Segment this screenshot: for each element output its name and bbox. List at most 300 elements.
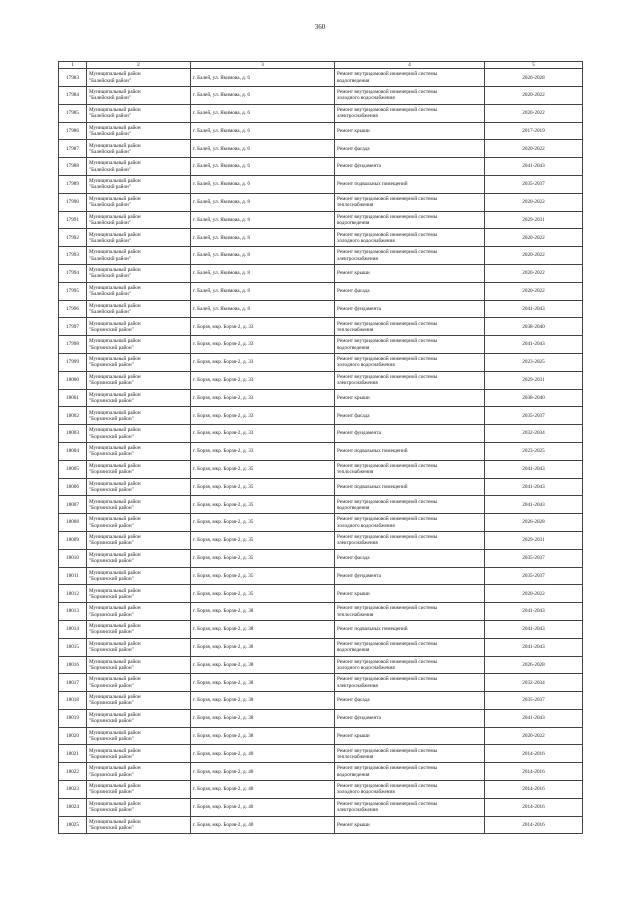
address-cell: г. Борзя, мкр. Борзя-2, д. 40 xyxy=(191,745,335,763)
planned-period: 2014-2016 xyxy=(485,798,583,816)
municipality-cell xyxy=(87,336,191,354)
municipality-cell xyxy=(87,514,191,532)
work-type-cell xyxy=(335,104,485,122)
municipality-name: "Борзинский район" xyxy=(89,380,134,387)
record-number: 18013 xyxy=(59,603,87,621)
municipality-name: "Борзинский район" xyxy=(89,415,134,422)
work-type-cell xyxy=(335,549,485,567)
work-type-cell xyxy=(335,175,485,193)
municipality-type: Муниципальный район xyxy=(89,195,141,202)
record-number: 18002 xyxy=(59,407,87,425)
municipality-name: "Балейский район" xyxy=(89,237,131,244)
table-row xyxy=(59,371,583,389)
planned-period: 2020-2022 xyxy=(485,282,583,300)
record-number: 18005 xyxy=(59,460,87,478)
record-number: 17992 xyxy=(59,229,87,247)
municipality-type: Муниципальный район xyxy=(89,640,141,647)
municipality-name: "Борзинский район" xyxy=(89,486,134,493)
column-header-2: 2 xyxy=(87,62,191,69)
municipality-cell xyxy=(87,674,191,692)
address-cell: г. Борзя, мкр. Борзя-2, д. 35 xyxy=(191,496,335,514)
work-type-detail: водоотведения xyxy=(337,647,370,654)
address-cell: г. Балей, ул. Якимова, д. 6 xyxy=(191,104,335,122)
work-type-detail: электроснабжения xyxy=(337,113,378,120)
municipality-type: Муниципальный район xyxy=(89,551,141,558)
work-type-cell xyxy=(335,816,485,834)
municipality-name: "Борзинский район" xyxy=(89,825,134,832)
table-row xyxy=(59,603,583,621)
record-number: 17991 xyxy=(59,211,87,229)
municipality-type: Муниципальный район xyxy=(89,124,141,131)
municipality-cell xyxy=(87,87,191,105)
work-type: Ремонт внутридомовой инженерной системы xyxy=(337,71,438,78)
municipality-name: "Балейский район" xyxy=(89,77,131,84)
address-cell: г. Балей, ул. Якимова, д. 8 xyxy=(191,282,335,300)
municipality-name: "Борзинский район" xyxy=(89,611,134,618)
table-row xyxy=(59,514,583,532)
planned-period: 2020-2022 xyxy=(485,247,583,265)
work-type-cell xyxy=(335,745,485,763)
planned-period: 2020-2022 xyxy=(485,229,583,247)
work-type-cell xyxy=(335,781,485,799)
work-type: Ремонт фундамента xyxy=(337,430,381,437)
column-header-3: 3 xyxy=(191,62,335,69)
work-type: Ремонт крыши xyxy=(337,732,370,739)
planned-period: 2041-2043 xyxy=(485,336,583,354)
work-type: Ремонт крыши xyxy=(337,127,370,134)
address-cell: г. Балей, ул. Якимова, д. 8 xyxy=(191,247,335,265)
work-type-cell xyxy=(335,567,485,585)
work-type: Ремонт внутридомовой инженерной системы xyxy=(337,356,438,363)
address-cell: г. Борзя, мкр. Борзя-2, д. 35 xyxy=(191,549,335,567)
municipality-type: Муниципальный район xyxy=(89,213,141,220)
planned-period: 2038-2040 xyxy=(485,318,583,336)
work-type-detail: электроснабжения xyxy=(337,807,378,814)
work-type-detail: теплоснабжения xyxy=(337,753,374,760)
work-type-cell xyxy=(335,229,485,247)
address-cell: г. Борзя, мкр. Борзя-2, д. 38 xyxy=(191,709,335,727)
municipality-cell xyxy=(87,425,191,443)
table-row xyxy=(59,531,583,549)
municipality-name: "Борзинский район" xyxy=(89,326,134,333)
municipality-cell xyxy=(87,264,191,282)
municipality-name: "Балейский район" xyxy=(89,130,131,137)
address-cell: г. Борзя, мкр. Борзя-2, д. 38 xyxy=(191,692,335,710)
work-type: Ремонт фундамента xyxy=(337,715,381,722)
municipality-type: Муниципальный район xyxy=(89,249,141,256)
work-type-cell xyxy=(335,727,485,745)
planned-period: 2023-2025 xyxy=(485,353,583,371)
table-row xyxy=(59,122,583,140)
planned-period: 2014-2016 xyxy=(485,816,583,834)
municipality-cell xyxy=(87,318,191,336)
municipality-type: Муниципальный район xyxy=(89,516,141,523)
work-type-cell xyxy=(335,656,485,674)
municipality-cell xyxy=(87,531,191,549)
table-row xyxy=(59,211,583,229)
work-type: Ремонт внутридомовой инженерной системы xyxy=(337,676,438,683)
planned-period: 2017-2019 xyxy=(485,122,583,140)
municipality-type: Муниципальный район xyxy=(89,373,141,380)
work-type: Ремонт подвальных помещений xyxy=(337,448,408,455)
municipality-type: Муниципальный район xyxy=(89,765,141,772)
municipality-cell xyxy=(87,567,191,585)
municipality-cell xyxy=(87,585,191,603)
address-cell: г. Борзя, мкр. Борзя-2, д. 33 xyxy=(191,371,335,389)
record-number: 18021 xyxy=(59,745,87,763)
work-type: Ремонт внутридомовой инженерной системы xyxy=(337,338,438,345)
municipality-name: "Балейский район" xyxy=(89,166,131,173)
municipality-name: "Борзинский район" xyxy=(89,789,134,796)
table-row xyxy=(59,336,583,354)
municipality-cell xyxy=(87,175,191,193)
table-row xyxy=(59,175,583,193)
table-row xyxy=(59,318,583,336)
planned-period: 2041-2043 xyxy=(485,460,583,478)
municipality-cell xyxy=(87,211,191,229)
address-cell: г. Балей, ул. Якимова, д. 8 xyxy=(191,193,335,211)
planned-period: 2032-2034 xyxy=(485,425,583,443)
address-cell: г. Борзя, мкр. Борзя-2, д. 35 xyxy=(191,460,335,478)
table-row xyxy=(59,567,583,585)
municipality-name: "Борзинский район" xyxy=(89,664,134,671)
municipality-type: Муниципальный район xyxy=(89,480,141,487)
municipality-name: "Борзинский район" xyxy=(89,593,134,600)
address-cell: г. Балей, ул. Якимова, д. 6 xyxy=(191,87,335,105)
address-cell: г. Балей, ул. Якимова, д. 8 xyxy=(191,229,335,247)
table-row xyxy=(59,781,583,799)
work-type-cell xyxy=(335,798,485,816)
work-type-cell xyxy=(335,442,485,460)
municipality-name: "Балейский район" xyxy=(89,255,131,262)
work-type-cell xyxy=(335,318,485,336)
municipality-type: Муниципальный район xyxy=(89,818,141,825)
planned-period: 2029-2031 xyxy=(485,531,583,549)
address-cell: г. Борзя, мкр. Борзя-2, д. 33 xyxy=(191,336,335,354)
work-type-cell xyxy=(335,585,485,603)
planned-period: 2020-2022 xyxy=(485,193,583,211)
municipality-type: Муниципальный район xyxy=(89,231,141,238)
municipality-name: "Балейский район" xyxy=(89,184,131,191)
column-header-4: 4 xyxy=(335,62,485,69)
table-row xyxy=(59,69,583,87)
municipality-cell xyxy=(87,140,191,158)
work-type: Ремонт внутридомовой инженерной системы xyxy=(337,747,438,754)
planned-period: 2029-2031 xyxy=(485,371,583,389)
municipality-cell xyxy=(87,781,191,799)
municipality-cell xyxy=(87,371,191,389)
work-type-detail: водоотведения xyxy=(337,77,370,84)
work-type-detail: водоотведения xyxy=(337,344,370,351)
planned-period: 2020-2022 xyxy=(485,140,583,158)
municipality-type: Муниципальный район xyxy=(89,89,141,96)
planned-period: 2020-2022 xyxy=(485,727,583,745)
municipality-type: Муниципальный район xyxy=(89,747,141,754)
work-type: Ремонт внутридомовой инженерной системы xyxy=(337,195,438,202)
work-type: Ремонт внутридомовой инженерной системы xyxy=(337,516,438,523)
municipality-cell xyxy=(87,620,191,638)
table-row xyxy=(59,709,583,727)
municipality-cell xyxy=(87,229,191,247)
record-number: 18006 xyxy=(59,478,87,496)
work-type-cell xyxy=(335,336,485,354)
municipality-name: "Борзинский район" xyxy=(89,718,134,725)
municipality-type: Муниципальный район xyxy=(89,623,141,630)
municipality-cell xyxy=(87,727,191,745)
address-cell: г. Борзя, мкр. Борзя-2, д. 33 xyxy=(191,407,335,425)
municipality-name: "Балейский район" xyxy=(89,202,131,209)
work-type-cell xyxy=(335,371,485,389)
work-type: Ремонт фундамента xyxy=(337,572,381,579)
municipality-name: "Борзинский район" xyxy=(89,397,134,404)
address-cell: г. Борзя, мкр. Борзя-2, д. 40 xyxy=(191,763,335,781)
work-type-detail: электроснабжения xyxy=(337,682,378,689)
work-type: Ремонт подвальных помещений xyxy=(337,483,408,490)
table-row xyxy=(59,247,583,265)
record-number: 18003 xyxy=(59,425,87,443)
work-type-detail: холодного водоснабжения xyxy=(337,95,395,102)
work-type-detail: холодного водоснабжения xyxy=(337,789,395,796)
municipality-name: "Борзинский район" xyxy=(89,753,134,760)
planned-period: 2038-2040 xyxy=(485,389,583,407)
municipality-type: Муниципальный район xyxy=(89,783,141,790)
work-type-cell xyxy=(335,638,485,656)
record-number: 18019 xyxy=(59,709,87,727)
table-row xyxy=(59,442,583,460)
municipality-type: Муниципальный район xyxy=(89,445,141,452)
address-cell: г. Борзя, мкр. Борзя-2, д. 38 xyxy=(191,674,335,692)
planned-period: 2035-2037 xyxy=(485,549,583,567)
record-number: 17984 xyxy=(59,87,87,105)
work-type: Ремонт фасада xyxy=(337,145,370,152)
work-type: Ремонт внутридомовой инженерной системы xyxy=(337,534,438,541)
municipality-type: Муниципальный район xyxy=(89,320,141,327)
municipality-name: "Борзинский район" xyxy=(89,433,134,440)
municipality-type: Муниципальный район xyxy=(89,605,141,612)
municipality-type: Муниципальный район xyxy=(89,729,141,736)
municipality-type: Муниципальный район xyxy=(89,302,141,309)
municipality-type: Муниципальный район xyxy=(89,427,141,434)
work-type-cell xyxy=(335,264,485,282)
municipality-cell xyxy=(87,638,191,656)
table-row xyxy=(59,478,583,496)
municipality-cell xyxy=(87,478,191,496)
address-cell: г. Борзя, мкр. Борзя-2, д. 38 xyxy=(191,603,335,621)
table-row xyxy=(59,87,583,105)
address-cell: г. Балей, ул. Якимова, д. 6 xyxy=(191,69,335,87)
municipality-cell xyxy=(87,104,191,122)
municipality-name: "Балейский район" xyxy=(89,113,131,120)
column-header-1: 1 xyxy=(59,62,87,69)
planned-period: 2026-2028 xyxy=(485,656,583,674)
address-cell: г. Борзя, мкр. Борзя-2, д. 40 xyxy=(191,816,335,834)
table-row xyxy=(59,727,583,745)
planned-period: 2035-2037 xyxy=(485,175,583,193)
record-number: 17986 xyxy=(59,122,87,140)
planned-period: 2041-2043 xyxy=(485,300,583,318)
work-type-detail: теплоснабжения xyxy=(337,326,374,333)
work-type-detail: холодного водоснабжения xyxy=(337,362,395,369)
work-type-cell xyxy=(335,247,485,265)
municipality-type: Муниципальный район xyxy=(89,712,141,719)
work-type: Ремонт внутридомовой инженерной системы xyxy=(337,801,438,808)
table-row xyxy=(59,389,583,407)
municipality-cell xyxy=(87,709,191,727)
work-type: Ремонт крыши xyxy=(337,270,370,277)
address-cell: г. Балей, ул. Якимова, д. 8 xyxy=(191,264,335,282)
municipality-type: Муниципальный район xyxy=(89,676,141,683)
address-cell: г. Борзя, мкр. Борзя-2, д. 33 xyxy=(191,353,335,371)
work-type: Ремонт внутридомовой инженерной системы xyxy=(337,373,438,380)
municipality-type: Муниципальный район xyxy=(89,498,141,505)
work-type-cell xyxy=(335,407,485,425)
municipality-cell xyxy=(87,816,191,834)
municipality-type: Муниципальный район xyxy=(89,178,141,185)
record-number: 18023 xyxy=(59,781,87,799)
record-number: 17993 xyxy=(59,247,87,265)
municipality-name: "Борзинский район" xyxy=(89,771,134,778)
municipality-type: Муниципальный район xyxy=(89,338,141,345)
work-type: Ремонт внутридомовой инженерной системы xyxy=(337,106,438,113)
table-row xyxy=(59,585,583,603)
record-number: 18010 xyxy=(59,549,87,567)
work-type-detail: теплоснабжения xyxy=(337,611,374,618)
work-type: Ремонт внутридомовой инженерной системы xyxy=(337,765,438,772)
work-type: Ремонт внутридомовой инженерной системы xyxy=(337,320,438,327)
work-type: Ремонт подвальных помещений xyxy=(337,181,408,188)
municipality-cell xyxy=(87,407,191,425)
table-row xyxy=(59,282,583,300)
record-number: 17994 xyxy=(59,264,87,282)
record-number: 17985 xyxy=(59,104,87,122)
municipality-name: "Борзинский район" xyxy=(89,451,134,458)
column-header-5: 5 xyxy=(485,62,583,69)
municipality-type: Муниципальный район xyxy=(89,409,141,416)
record-number: 18014 xyxy=(59,620,87,638)
municipality-cell xyxy=(87,763,191,781)
work-type: Ремонт внутридомовой инженерной системы xyxy=(337,640,438,647)
work-type-cell xyxy=(335,763,485,781)
municipality-cell xyxy=(87,745,191,763)
planned-period: 2020-2022 xyxy=(485,104,583,122)
work-type-detail: электроснабжения xyxy=(337,540,378,547)
municipality-type: Муниципальный район xyxy=(89,534,141,541)
planned-period: 2032-2034 xyxy=(485,674,583,692)
municipality-name: "Борзинский район" xyxy=(89,344,134,351)
planned-period: 2041-2043 xyxy=(485,620,583,638)
table-row xyxy=(59,158,583,176)
municipality-cell xyxy=(87,247,191,265)
work-type-cell xyxy=(335,69,485,87)
table-row xyxy=(59,460,583,478)
planned-period: 2041-2043 xyxy=(485,478,583,496)
municipality-type: Муниципальный район xyxy=(89,569,141,576)
record-number: 18020 xyxy=(59,727,87,745)
planned-period: 2014-2016 xyxy=(485,781,583,799)
work-type-detail: теплоснабжения xyxy=(337,469,374,476)
table-row xyxy=(59,300,583,318)
table-row xyxy=(59,425,583,443)
record-number: 18015 xyxy=(59,638,87,656)
work-type-cell xyxy=(335,425,485,443)
record-number: 18001 xyxy=(59,389,87,407)
municipality-cell xyxy=(87,353,191,371)
municipality-cell xyxy=(87,496,191,514)
work-type-cell xyxy=(335,282,485,300)
work-type: Ремонт крыши xyxy=(337,394,370,401)
planned-period: 2041-2043 xyxy=(485,709,583,727)
record-number: 18009 xyxy=(59,531,87,549)
work-type: Ремонт внутридомовой инженерной системы xyxy=(337,231,438,238)
table-row xyxy=(59,496,583,514)
record-number: 17998 xyxy=(59,336,87,354)
work-type-cell xyxy=(335,193,485,211)
address-cell: г. Борзя, мкр. Борзя-2, д. 33 xyxy=(191,425,335,443)
municipality-name: "Борзинский район" xyxy=(89,540,134,547)
work-type: Ремонт крыши xyxy=(337,590,370,597)
municipality-name: "Балейский район" xyxy=(89,219,131,226)
table-row xyxy=(59,798,583,816)
municipality-name: "Балейский район" xyxy=(89,273,131,280)
address-cell: г. Борзя, мкр. Борзя-2, д. 38 xyxy=(191,656,335,674)
record-number: 17999 xyxy=(59,353,87,371)
municipality-type: Муниципальный район xyxy=(89,106,141,113)
record-number: 17995 xyxy=(59,282,87,300)
address-cell: г. Борзя, мкр. Борзя-2, д. 35 xyxy=(191,585,335,603)
municipality-type: Муниципальный район xyxy=(89,694,141,701)
municipality-cell xyxy=(87,603,191,621)
work-type-cell xyxy=(335,620,485,638)
work-type-cell xyxy=(335,300,485,318)
planned-period: 2035-2037 xyxy=(485,692,583,710)
table-row xyxy=(59,549,583,567)
municipality-cell xyxy=(87,193,191,211)
work-type-cell xyxy=(335,389,485,407)
work-type-detail: электроснабжения xyxy=(337,380,378,387)
record-number: 17988 xyxy=(59,158,87,176)
table-row xyxy=(59,692,583,710)
work-type-cell xyxy=(335,709,485,727)
address-cell: г. Борзя, мкр. Борзя-2, д. 38 xyxy=(191,638,335,656)
work-type-detail: водоотведения xyxy=(337,771,370,778)
municipality-name: "Балейский район" xyxy=(89,308,131,315)
work-type: Ремонт внутридомовой инженерной системы xyxy=(337,89,438,96)
municipality-type: Муниципальный район xyxy=(89,71,141,78)
address-cell: г. Борзя, мкр. Борзя-2, д. 35 xyxy=(191,478,335,496)
address-cell: г. Балей, ул. Якимова, д. 6 xyxy=(191,140,335,158)
work-type: Ремонт крыши xyxy=(337,821,370,828)
work-type-cell xyxy=(335,514,485,532)
work-type-cell xyxy=(335,603,485,621)
record-number: 17983 xyxy=(59,69,87,87)
work-type-detail: водоотведения xyxy=(337,219,370,226)
municipality-cell xyxy=(87,122,191,140)
planned-period: 2041-2043 xyxy=(485,496,583,514)
work-type: Ремонт фундамента xyxy=(337,305,381,312)
address-cell: г. Борзя, мкр. Борзя-2, д. 33 xyxy=(191,442,335,460)
table-row xyxy=(59,763,583,781)
table-row xyxy=(59,745,583,763)
record-number: 18022 xyxy=(59,763,87,781)
work-type-cell xyxy=(335,122,485,140)
municipality-type: Муниципальный район xyxy=(89,160,141,167)
address-cell: г. Борзя, мкр. Борзя-2, д. 35 xyxy=(191,567,335,585)
work-type-cell xyxy=(335,531,485,549)
work-type-cell xyxy=(335,87,485,105)
municipality-name: "Борзинский район" xyxy=(89,558,134,565)
planned-period: 2041-2043 xyxy=(485,638,583,656)
work-type: Ремонт внутридомовой инженерной системы xyxy=(337,783,438,790)
